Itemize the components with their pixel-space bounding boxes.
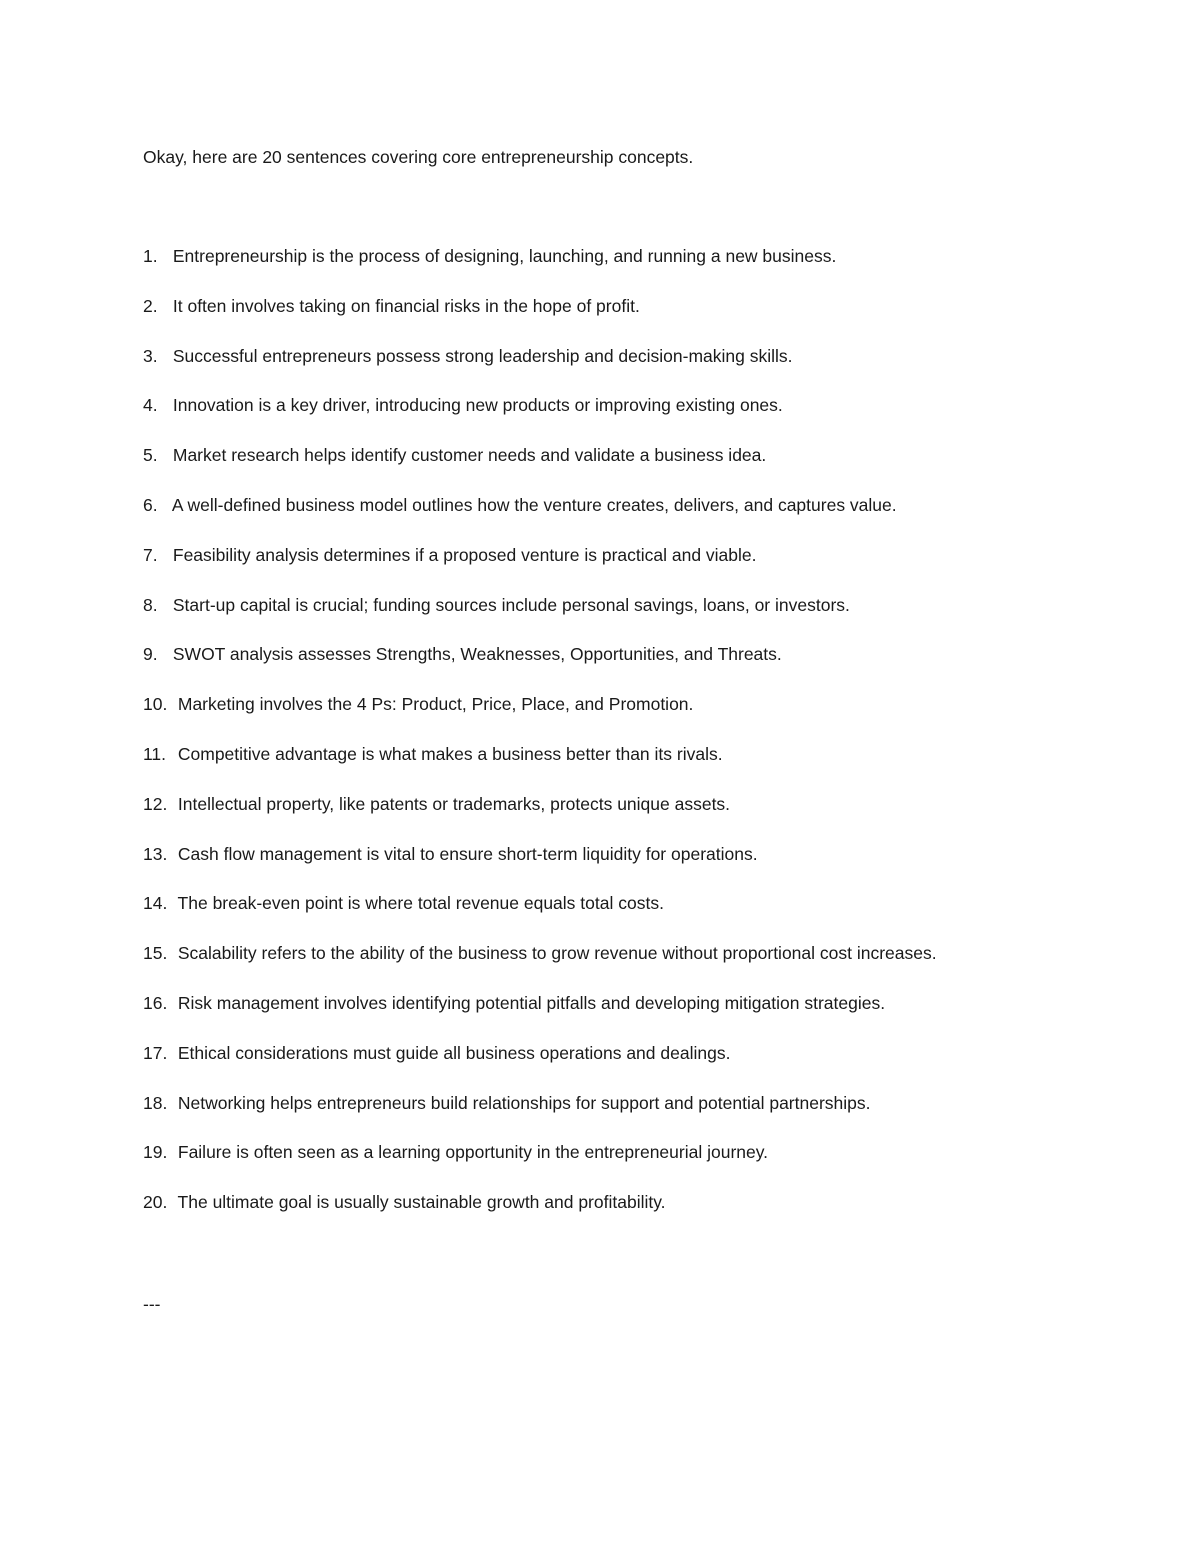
item-text: Competitive advantage is what makes a business better than its rivals. <box>177 743 723 764</box>
item-text: Cash flow management is vital to ensure short-term liquidity for operations. <box>177 843 758 864</box>
item-text: Feasibility analysis determines if a proposed venture is practical and viable. <box>172 544 757 565</box>
separator-text: --- <box>143 1294 161 1314</box>
list-item <box>143 294 937 344</box>
item-text: Innovation is a key driver, introducing new products or improving existing ones. <box>172 395 783 416</box>
item-number: 2. <box>143 295 158 316</box>
list-item <box>143 244 937 294</box>
item-text: Start-up capital is crucial; funding sources include personal savings, loans, or investors. <box>172 594 850 615</box>
item-number: 1. <box>143 246 158 266</box>
list-item <box>143 493 937 543</box>
list-item <box>143 1041 937 1091</box>
item-text: Entrepreneurship is the process of designing, launching, and running a new business. <box>172 246 837 266</box>
list-item <box>143 842 937 892</box>
item-number: 9. <box>143 644 158 665</box>
item-number: 14. <box>143 893 168 914</box>
sentence-list <box>143 244 937 1240</box>
list-item <box>143 1140 937 1190</box>
list-item <box>143 891 937 941</box>
item-number: 13. <box>143 843 168 864</box>
list-item <box>143 941 937 991</box>
list-item <box>143 692 937 742</box>
list-item <box>143 1190 937 1240</box>
list-item <box>143 344 937 394</box>
list-item <box>143 393 937 443</box>
item-text: Failure is often seen as a learning opportunity in the entrepreneurial journey. <box>177 1142 769 1163</box>
item-number: 20. <box>143 1192 168 1213</box>
item-text: Scalability refers to the ability of the business to grow revenue without proportional cost increases. <box>177 943 937 964</box>
item-number: 16. <box>143 992 168 1013</box>
list-item <box>143 593 937 643</box>
item-text: The break-even point is where total revenue equals total costs. <box>177 893 664 914</box>
item-number: 15. <box>143 943 168 964</box>
item-number: 11. <box>143 743 167 764</box>
item-number: 5. <box>143 445 158 466</box>
item-text: Networking helps entrepreneurs build relationships for support and potential partnerships. <box>177 1092 871 1113</box>
item-number: 3. <box>143 345 158 366</box>
item-number: 6. <box>143 494 158 515</box>
item-number: 10. <box>143 694 168 715</box>
item-number: 7. <box>143 544 158 565</box>
item-number: 18. <box>143 1092 168 1113</box>
list-item <box>143 991 937 1041</box>
item-text: Successful entrepreneurs possess strong leadership and decision-making skills. <box>172 345 793 366</box>
item-text: SWOT analysis assesses Strengths, Weaknesses, Opportunities, and Threats. <box>172 644 782 665</box>
item-text: Risk management involves identifying potential pitfalls and developing mitigation strategies. <box>177 992 886 1013</box>
item-number: 12. <box>143 793 168 814</box>
list-item <box>143 742 937 792</box>
list-item <box>143 543 937 593</box>
item-text: A well-defined business model outlines how the venture creates, delivers, and captures value. <box>171 494 897 515</box>
list-item <box>143 1091 937 1141</box>
item-number: 19. <box>143 1142 168 1163</box>
item-number: 17. <box>143 1042 168 1063</box>
item-text: Intellectual property, like patents or trademarks, protects unique assets. <box>177 793 731 814</box>
item-text: Marketing involves the 4 Ps: Product, Price, Place, and Promotion. <box>177 694 694 715</box>
list-item <box>143 792 937 842</box>
list-item <box>143 443 937 493</box>
item-text: It often involves taking on financial risks in the hope of profit. <box>172 295 640 316</box>
item-text: Market research helps identify customer needs and validate a business idea. <box>172 445 767 466</box>
item-text: Ethical considerations must guide all business operations and dealings. <box>177 1042 731 1063</box>
list-item <box>143 642 937 692</box>
item-text: The ultimate goal is usually sustainable growth and profitability. <box>177 1192 666 1213</box>
item-number: 4. <box>143 395 158 416</box>
item-number: 8. <box>143 594 158 615</box>
intro-text: Okay, here are 20 sentences covering core entrepreneurship concepts. <box>143 147 694 167</box>
